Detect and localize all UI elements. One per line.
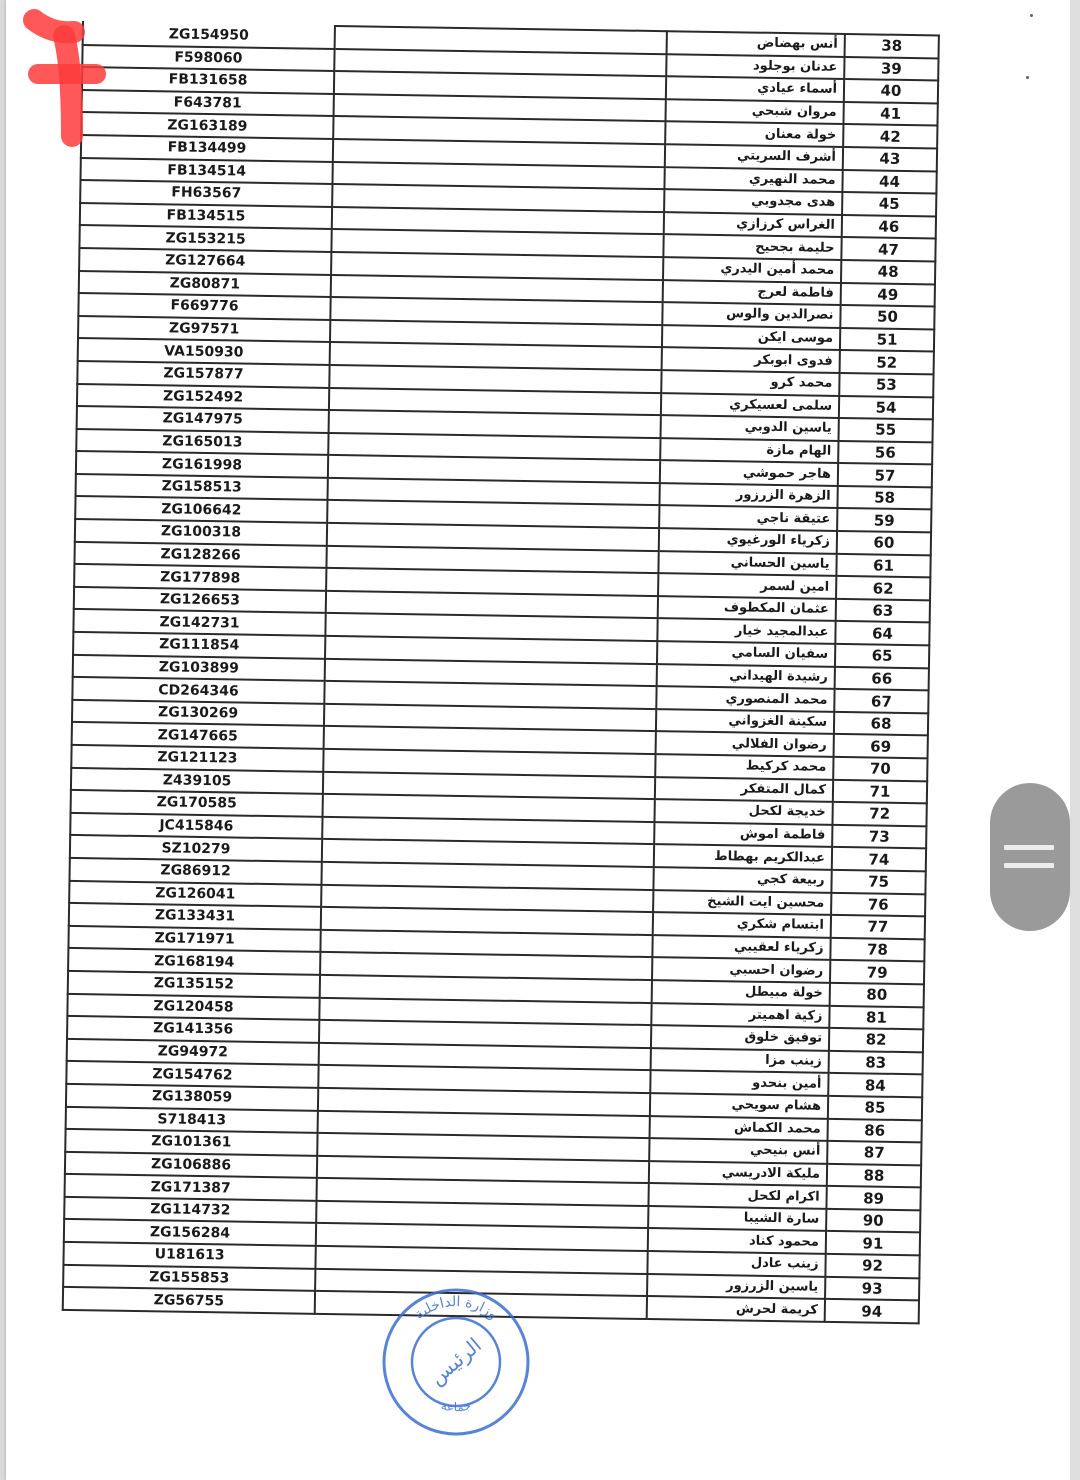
name-cell: أنس بهضاض xyxy=(667,31,845,56)
row-number-cell: 53 xyxy=(839,373,933,397)
name-cell: رضوان الفلالي xyxy=(656,732,834,757)
id-number-cell: S718413 xyxy=(66,1106,318,1133)
row-number-cell: 39 xyxy=(844,57,938,81)
name-cell: أسماء عيادي xyxy=(666,76,844,101)
id-number-cell: ZG106886 xyxy=(65,1152,317,1179)
id-number-cell: ZG158513 xyxy=(76,474,328,501)
id-number-cell: VA150930 xyxy=(78,338,330,365)
name-cell: محمد أمين اليدري xyxy=(663,257,841,282)
row-number-cell: 43 xyxy=(843,147,937,171)
name-cell: محمد كرو xyxy=(661,370,839,395)
name-cell: أشرف السريتي xyxy=(665,144,843,169)
name-cell: ياسين الدوبي xyxy=(661,415,839,440)
name-cell: عبدالكريم بهطاط xyxy=(654,844,832,869)
row-number-cell: 47 xyxy=(841,237,935,261)
id-number-cell: ZG147975 xyxy=(77,406,329,433)
name-cell: محمد المنصوري xyxy=(656,686,834,711)
name-cell: ربيعة كجي xyxy=(653,867,831,892)
id-number-cell: ZG152492 xyxy=(77,383,329,410)
name-cell: هشام سويحي xyxy=(650,1093,828,1118)
name-cell: ياسين الزرزور xyxy=(647,1274,825,1299)
handle-grip-line xyxy=(1004,863,1054,868)
id-number-cell: ZG133431 xyxy=(69,903,321,930)
id-number-cell: CD264346 xyxy=(72,677,324,704)
id-number-cell: JC415846 xyxy=(70,813,322,840)
row-number-cell: 40 xyxy=(844,79,938,103)
row-number-cell: 54 xyxy=(839,395,933,419)
id-number-cell: ZG121123 xyxy=(71,745,323,772)
name-cell: توفيق خلوق xyxy=(651,1025,829,1050)
name-cell: خديجة لكحل xyxy=(654,799,832,824)
name-cell: فاطمة اموش xyxy=(654,822,832,847)
row-number-cell: 75 xyxy=(831,870,925,894)
name-cell: محمد الكماش xyxy=(650,1116,828,1141)
name-cell: سلمى لعسيكري xyxy=(661,393,839,418)
name-cell: زكرياء الورغيوي xyxy=(659,528,837,553)
name-cell: أنس بنيحي xyxy=(649,1138,827,1163)
row-number-cell: 69 xyxy=(834,734,928,758)
row-number-cell: 81 xyxy=(829,1005,923,1029)
row-number-cell: 42 xyxy=(843,124,937,148)
name-cell: رشيدة الهيداني xyxy=(657,664,835,689)
row-number-cell: 62 xyxy=(836,576,930,600)
id-number-cell: FB134515 xyxy=(80,203,332,230)
stamp-center-text: الرئيس xyxy=(424,1332,486,1390)
list-table-wrapper xyxy=(62,21,942,1324)
stamp-top-text: وزارة الداخلية xyxy=(411,1293,501,1323)
id-number-cell: ZG177898 xyxy=(74,564,326,591)
row-number-cell: 57 xyxy=(838,463,932,487)
id-number-cell: ZG156284 xyxy=(64,1219,316,1246)
row-number-cell: 65 xyxy=(835,644,929,668)
row-number-cell: 51 xyxy=(840,328,934,352)
row-number-cell: 73 xyxy=(832,825,926,849)
row-number-cell: 92 xyxy=(825,1254,919,1278)
row-number-cell: 63 xyxy=(836,599,930,623)
id-number-cell: F598060 xyxy=(82,45,334,72)
id-number-cell: F643781 xyxy=(82,90,334,117)
id-number-cell: FB134514 xyxy=(80,158,332,185)
row-number-cell: 68 xyxy=(834,712,928,736)
name-cell: سكينة الغزواني xyxy=(656,709,834,734)
name-cell: زكية اهميتر xyxy=(651,1003,829,1028)
id-number-cell: FB134499 xyxy=(81,135,333,162)
list-table xyxy=(62,21,940,1324)
id-number-cell: ZG128266 xyxy=(74,542,326,569)
drag-handle[interactable] xyxy=(990,783,1070,931)
name-cell: خولة مبيطل xyxy=(652,980,830,1005)
row-number-cell: 70 xyxy=(833,757,927,781)
id-number-cell: ZG94972 xyxy=(67,1039,319,1066)
row-number-cell: 58 xyxy=(837,486,931,510)
row-number-cell: 61 xyxy=(836,554,930,578)
handle-grip-line xyxy=(1004,845,1054,850)
name-cell: عثمان المكطوف xyxy=(658,596,836,621)
stamp-bottom-text: جماعة xyxy=(439,1398,473,1415)
id-number-cell: ZG147665 xyxy=(72,722,324,749)
id-number-cell: ZG154950 xyxy=(83,22,335,49)
row-number-cell: 90 xyxy=(826,1209,920,1233)
name-cell: ياسين الحساني xyxy=(658,551,836,576)
id-number-cell: ZG161998 xyxy=(76,451,328,478)
name-cell: كريمة لحرش xyxy=(647,1296,825,1321)
name-cell: موسى ايكن xyxy=(662,325,840,350)
name-cell: زكرياء لعقيبي xyxy=(652,935,830,960)
speck xyxy=(1026,76,1029,79)
name-cell: حليمة بجحيح xyxy=(663,235,841,260)
row-number-cell: 85 xyxy=(828,1096,922,1120)
row-number-cell: 60 xyxy=(837,531,931,555)
id-number-cell: ZG126653 xyxy=(74,587,326,614)
name-cell: ابتسام شكري xyxy=(653,912,831,937)
id-number-cell: Z439105 xyxy=(71,768,323,795)
row-number-cell: 82 xyxy=(829,1028,923,1052)
id-number-cell: U181613 xyxy=(63,1242,315,1269)
row-number-cell: 77 xyxy=(831,915,925,939)
name-cell: محسين ايت الشيخ xyxy=(653,890,831,915)
row-number-cell: 87 xyxy=(827,1141,921,1165)
row-number-cell: 49 xyxy=(841,282,935,306)
row-number-cell: 94 xyxy=(825,1299,919,1323)
id-number-cell: ZG171387 xyxy=(65,1174,317,1201)
id-number-cell: ZG120458 xyxy=(67,993,319,1020)
id-number-cell: ZG170585 xyxy=(71,790,323,817)
id-number-cell: FB131658 xyxy=(82,67,334,94)
name-cell: عدنان بوجلود xyxy=(666,54,844,79)
name-cell: عتيقة ناجي xyxy=(659,506,837,531)
row-number-cell: 56 xyxy=(838,441,932,465)
row-number-cell: 93 xyxy=(825,1276,919,1300)
name-cell: محمد النهيري xyxy=(664,167,842,192)
row-number-cell: 45 xyxy=(842,192,936,216)
name-cell: زينب عادل xyxy=(647,1251,825,1276)
row-number-cell: 72 xyxy=(832,802,926,826)
name-cell: الغراس كرزازي xyxy=(664,212,842,237)
blank-cell xyxy=(315,1291,647,1319)
id-number-cell: FH63567 xyxy=(80,180,332,207)
id-number-cell: ZG111854 xyxy=(73,632,325,659)
row-number-cell: 83 xyxy=(829,1051,923,1075)
name-cell: خولة معنان xyxy=(665,122,843,147)
id-number-cell: ZG126041 xyxy=(69,880,321,907)
row-number-cell: 88 xyxy=(827,1164,921,1188)
id-number-cell: SZ10279 xyxy=(70,835,322,862)
name-cell: محمد كركيط xyxy=(655,754,833,779)
id-number-cell: ZG106642 xyxy=(75,496,327,523)
name-cell: الهام مازة xyxy=(660,438,838,463)
id-number-cell: ZG56755 xyxy=(63,1287,315,1314)
name-cell: سفيان السامي xyxy=(657,641,835,666)
id-number-cell: ZG165013 xyxy=(76,429,328,456)
id-number-cell: ZG155853 xyxy=(63,1265,315,1292)
row-number-cell: 67 xyxy=(834,689,928,713)
id-number-cell: ZG163189 xyxy=(81,112,333,139)
row-number-cell: 55 xyxy=(839,418,933,442)
id-number-cell: ZG157877 xyxy=(77,361,329,388)
name-cell: الزهرة الزرزور xyxy=(659,483,837,508)
name-cell: فاطمة لعرج xyxy=(663,280,841,305)
id-number-cell: ZG141356 xyxy=(67,1016,319,1043)
row-number-cell: 38 xyxy=(845,34,939,58)
id-number-cell: F669776 xyxy=(78,293,330,320)
name-cell: رضوان احسبي xyxy=(652,957,830,982)
id-number-cell: ZG130269 xyxy=(72,700,324,727)
name-cell: نصرالدين والوس xyxy=(662,302,840,327)
id-number-cell: ZG97571 xyxy=(78,316,330,343)
row-number-cell: 74 xyxy=(832,847,926,871)
name-cell: هدى مجدوبي xyxy=(664,189,842,214)
row-number-cell: 76 xyxy=(831,892,925,916)
name-cell: هاجر حموشي xyxy=(660,460,838,485)
page-right-edge xyxy=(1070,0,1080,1480)
name-cell: اكرام لكحل xyxy=(648,1183,826,1208)
row-number-cell: 50 xyxy=(840,305,934,329)
name-cell: مروان شبحي xyxy=(665,99,843,124)
id-number-cell: ZG153215 xyxy=(79,225,331,252)
row-number-cell: 52 xyxy=(840,350,934,374)
name-cell: أمين بنحدو xyxy=(650,1070,828,1095)
name-cell: كمال المتفكر xyxy=(655,777,833,802)
row-number-cell: 91 xyxy=(826,1231,920,1255)
row-number-cell: 79 xyxy=(830,960,924,984)
id-number-cell: ZG80871 xyxy=(79,271,331,298)
id-number-cell: ZG171971 xyxy=(68,926,320,953)
row-number-cell: 64 xyxy=(835,621,929,645)
name-cell: مليكة الادريسي xyxy=(649,1161,827,1186)
id-number-cell: ZG101361 xyxy=(65,1129,317,1156)
row-number-cell: 59 xyxy=(837,508,931,532)
id-number-cell: ZG127664 xyxy=(79,248,331,275)
row-number-cell: 80 xyxy=(830,983,924,1007)
speck xyxy=(1030,14,1033,17)
row-number-cell: 48 xyxy=(841,260,935,284)
row-number-cell: 78 xyxy=(830,938,924,962)
row-number-cell: 41 xyxy=(843,102,937,126)
id-number-cell: ZG103899 xyxy=(73,655,325,682)
row-number-cell: 44 xyxy=(842,170,936,194)
name-cell: فدوى ابوبكر xyxy=(662,347,840,372)
row-number-cell: 84 xyxy=(828,1073,922,1097)
row-number-cell: 66 xyxy=(835,667,929,691)
id-number-cell: ZG100318 xyxy=(75,519,327,546)
name-cell: امين لسمر xyxy=(658,573,836,598)
row-number-cell: 46 xyxy=(842,215,936,239)
id-number-cell: ZG138059 xyxy=(66,1084,318,1111)
id-number-cell: ZG114732 xyxy=(64,1197,316,1224)
id-number-cell: ZG154762 xyxy=(66,1061,318,1088)
id-number-cell: ZG142731 xyxy=(73,609,325,636)
name-cell: زينب مزا xyxy=(651,1048,829,1073)
row-number-cell: 86 xyxy=(828,1118,922,1142)
row-number-cell: 89 xyxy=(826,1186,920,1210)
name-cell: سارة الشيبا xyxy=(648,1206,826,1231)
id-number-cell: ZG86912 xyxy=(69,858,321,885)
name-cell: عبدالمجيد خيار xyxy=(657,619,835,644)
name-cell: محمود كناد xyxy=(648,1229,826,1254)
id-number-cell: ZG168194 xyxy=(68,948,320,975)
row-number-cell: 71 xyxy=(833,779,927,803)
id-number-cell: ZG135152 xyxy=(68,971,320,998)
